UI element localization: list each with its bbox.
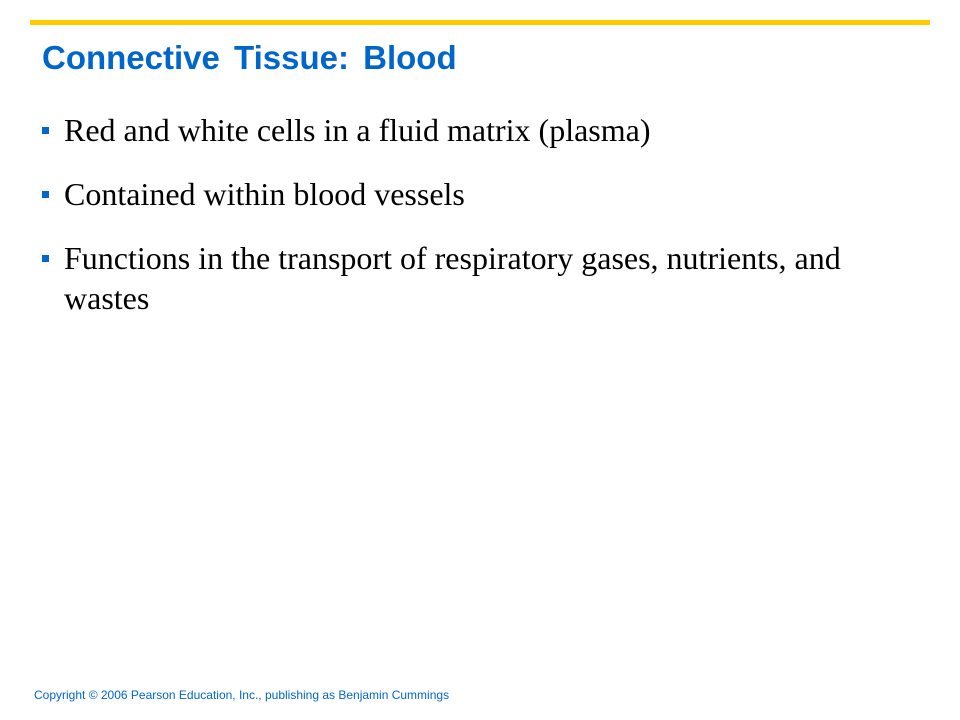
square-bullet-icon (42, 127, 49, 134)
bullet-text: Contained within blood vessels (64, 176, 465, 212)
square-bullet-icon (42, 191, 49, 198)
bullet-item (40, 174, 880, 214)
copyright-footer: Copyright © 2006 Pearson Education, Inc., publishing as Benjamin Cummings (34, 688, 450, 702)
bullet-item (40, 110, 880, 150)
bullet-item (40, 238, 880, 318)
square-bullet-icon (42, 255, 49, 262)
bullet-text: Red and white cells in a fluid matrix (plasma) (64, 112, 651, 148)
bullet-text: Functions in the transport of respiratory gases, nutrients, and wastes (64, 240, 841, 316)
title-divider (30, 20, 930, 25)
bullet-list (40, 110, 880, 342)
slide-title: Connective Tissue: Blood (42, 39, 457, 76)
